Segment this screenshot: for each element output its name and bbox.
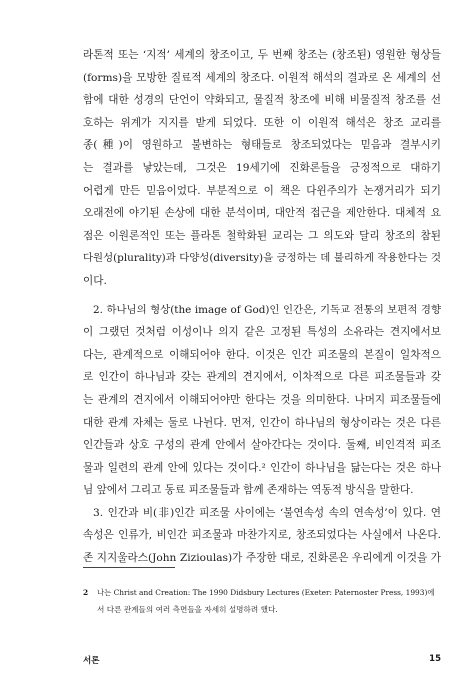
text-line: 다원성(plurality)과 다양성(diversity)을 긍정하는 데 불리하게 작용한다는 것 bbox=[83, 252, 441, 265]
footnote-line bbox=[83, 584, 443, 601]
text-line: 다는, 관계적으로 이해되어야 한다. 이것은 인간 피조물의 본질이 일차적으 bbox=[83, 348, 441, 361]
text-line: 어렵게 만든 믿음이었다. 부분적으로 이 책은 다윈주의가 논쟁거리가 되기 bbox=[83, 184, 441, 197]
text-line: 점은 이원론적인 또는 플라톤 철학화된 교리는 그 의도와 달리 창조의 참된 bbox=[83, 229, 441, 242]
text-line: 대한 관계 자체는 둘로 나뉜다. 먼저, 인간이 하나님의 형상이라는 것은 다른 bbox=[83, 416, 441, 429]
page-number: 15 bbox=[429, 654, 441, 664]
text-line: 물과 일련의 관계 안에 있다는 것이다.² 인간이 하나님을 닮는다는 것은 하나 bbox=[83, 461, 441, 474]
text-line: 오래전에 야기된 손상에 대한 분석이며, 대안적 접근을 제안한다. 대체적 요 bbox=[83, 207, 441, 220]
text-line: 이다. bbox=[83, 274, 107, 287]
text-line: 호하는 위계가 지지를 받게 되었다. 또한 이 이원적 해석은 창조 교리를 bbox=[83, 116, 441, 129]
section-title: 서론 bbox=[83, 656, 100, 666]
text-line: 님 앞에서 그리고 동료 피조물들과 함께 존재하는 역동적 방식을 말한다. bbox=[83, 484, 414, 497]
footnote-number: 2 bbox=[83, 588, 89, 597]
text-line: 이 그랬던 것처럼 이성이나 의지 같은 고정된 특성의 소유라는 견지에서보 bbox=[83, 326, 441, 339]
text-line: 함에 대한 성경의 단언이 약화되고, 물질적 창조에 비해 비물질적 창조를 선 bbox=[83, 94, 441, 107]
main-text bbox=[83, 44, 441, 570]
page-footer bbox=[83, 654, 441, 668]
text-line: (forms)을 모방한 질료적 세계의 창조다. 이원적 해석의 결과로 온 세계의 선 bbox=[83, 71, 441, 84]
footnote-text: 나는 Christ and Creation: The 1990 Didsbury Lectures (Exeter: Paternoster Press, 1993)에 bbox=[97, 588, 435, 597]
text-line: 존 지지울라스(John Zizioulas)가 주장한 대로, 진화론은 우리에게 이것을 가 bbox=[83, 552, 441, 565]
text-line: 는 관계의 견지에서 이해되어야만 한다는 것을 의미한다. 나머지 피조물들에 bbox=[83, 393, 441, 406]
footnote bbox=[83, 584, 443, 618]
text-line: 속성은 인류가, 비인간 피조물과 마찬가지로, 창조되었다는 사실에서 나온다. bbox=[83, 529, 441, 542]
text-line: 는 결과를 낳았는데, 그것은 19세기에 진화론들을 긍정적으로 대하기 bbox=[83, 161, 441, 174]
text-line: 로 인간이 하나님과 갖는 관계의 견지에서, 이차적으로 다른 피조물들과 갖 bbox=[83, 371, 441, 384]
text-line: 종(種)이 영원하고 불변하는 형태들로 창조되었다는 믿음과 결부시키 bbox=[83, 139, 441, 152]
footnote-line: 서 다른 관계들의 여러 측면들을 자세히 설명하려 했다. bbox=[97, 605, 278, 614]
text-line: 라톤적 또는 ‘지적’ 세계의 창조이고, 두 번째 창조는 (창조된) 영원한 형상들 bbox=[83, 49, 441, 61]
text-line: 3. 인간과 비(非)인간 피조물 사이에는 ‘불연속성 속의 연속성’이 있다. 연 bbox=[93, 506, 441, 519]
text-line: 2. 하나님의 형상(the image of God)인 인간은, 기독교 전통의 보편적 경향 bbox=[93, 303, 441, 316]
footnote-divider bbox=[83, 567, 175, 568]
text-line: 인간들과 상호 구성의 관계 안에서 살아간다는 것이다. 둘째, 비인격적 피조 bbox=[83, 439, 441, 452]
